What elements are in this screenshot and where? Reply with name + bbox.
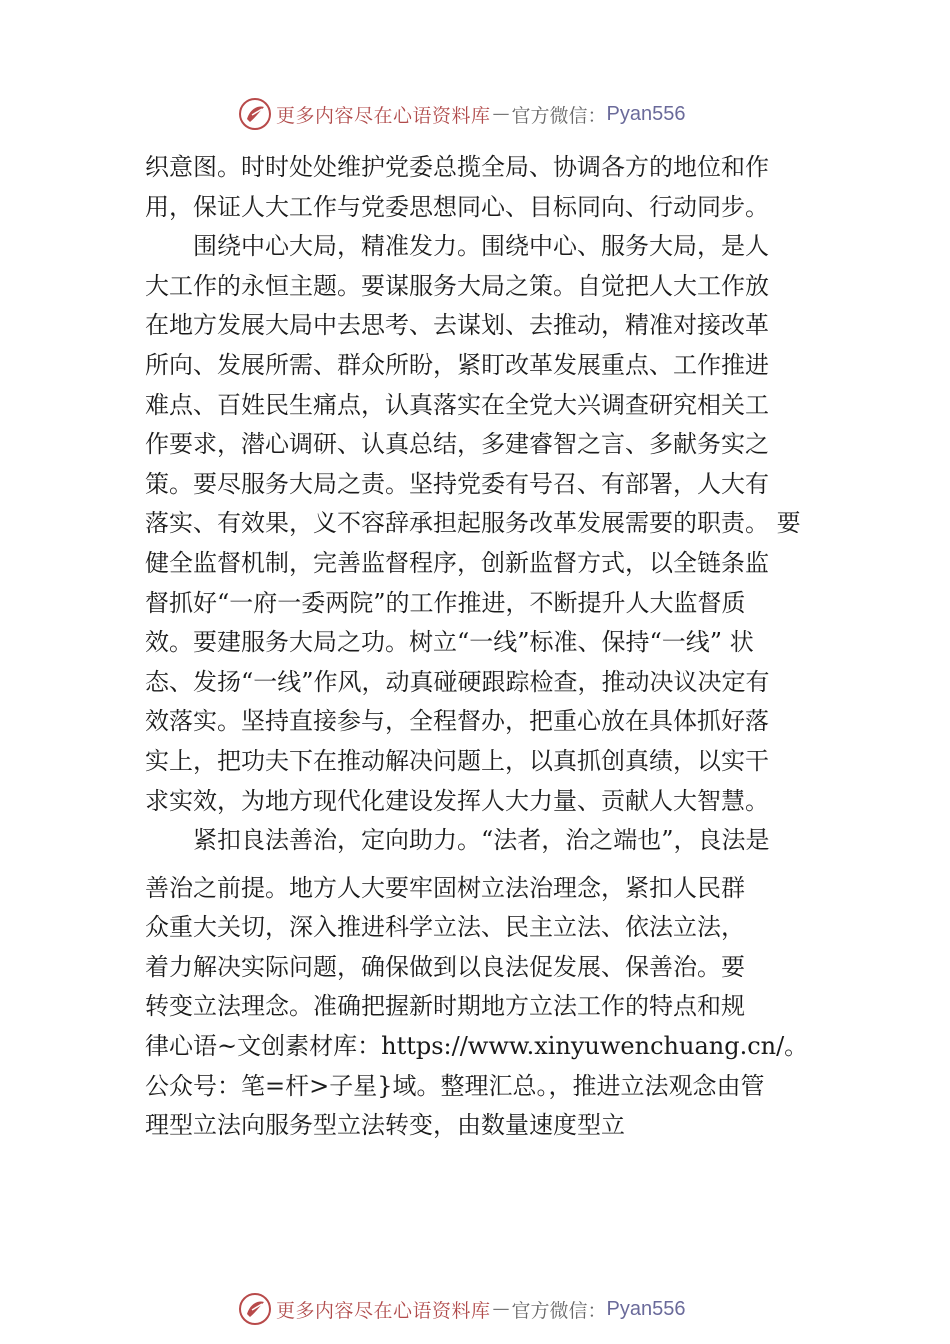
text-line: 效。要建服务大局之功。树立“一线”标准、保持“一线” 状 bbox=[145, 628, 754, 657]
document-body bbox=[145, 148, 825, 1146]
text-line: 公众号：笔=杆>子星}域。整理汇总。，推进立法观念由管 bbox=[145, 1071, 765, 1100]
brand-logo-icon bbox=[238, 1292, 272, 1326]
header-text: 更多内容尽在心语资料库 bbox=[276, 104, 491, 127]
paragraph-start-line: 紧扣良法善治，定向助力。“法者，治之端也”，良法是 bbox=[193, 826, 770, 855]
text-line: 理型立法向服务型立法转变，由数量速度型立 bbox=[145, 1111, 625, 1140]
brand-logo-icon bbox=[238, 97, 272, 131]
paragraph-start-line: 围绕中心大局，精准发力。围绕中心、服务大局，是人 bbox=[193, 232, 769, 261]
text-line: 作要求，潜心调研、认真总结，多建睿智之言、多献务实之 bbox=[145, 430, 769, 459]
text-line: 用，保证人大工作与党委思想同心、目标同向、行动同步。 bbox=[145, 192, 769, 221]
text-line: 转变立法理念。准确把握新时期地方立法工作的特点和规 bbox=[145, 992, 745, 1021]
text-line: 落实、有效果，义不容辞承担起服务改革发展需要的职责。 要 bbox=[145, 509, 801, 538]
footer-text: 更多内容尽在心语资料库 bbox=[276, 1299, 491, 1322]
text-line: 健全监督机制，完善监督程序，创新监督方式，以全链条监 bbox=[145, 548, 769, 577]
footer-separator: — bbox=[492, 1299, 510, 1319]
text-line: 督抓好“一府一委两院”的工作推进，不断提升人大监督质 bbox=[145, 588, 746, 617]
header-banner bbox=[238, 97, 738, 131]
text-line: 效落实。坚持直接参与，全程督办，把重心放在具体抓好落 bbox=[145, 707, 769, 736]
text-line: 策。要尽服务大局之责。坚持党委有号召、有部署，人大有 bbox=[145, 469, 769, 498]
footer-banner bbox=[238, 1292, 738, 1326]
text-line: 所向、发展所需、群众所盼，紧盯改革发展重点、工作推进 bbox=[145, 350, 769, 379]
text-line: 众重大关切，深入推进科学立法、民主立法、依法立法， bbox=[145, 913, 745, 942]
text-line: 态、发扬“一线”作风，动真碰硬跟踪检查，推动决议决定有 bbox=[145, 667, 770, 696]
text-line: 求实效，为地方现代化建设发挥人大力量、贡献人大智慧。 bbox=[145, 786, 769, 815]
text-line: 织意图。时时处处维护党委总揽全局、协调各方的地位和作 bbox=[145, 153, 769, 181]
line-gap bbox=[145, 861, 825, 869]
footer-wechat-label: 官方微信： bbox=[511, 1299, 607, 1322]
text-line: 实上，把功夫下在推动解决问题上，以真抓创真绩，以实干 bbox=[145, 746, 769, 775]
text-line: 着力解决实际问题，确保做到以良法促发展、保善治。要 bbox=[145, 952, 745, 981]
text-line: 在地方发展大局中去思考、去谋划、去推动，精准对接改革 bbox=[145, 311, 769, 340]
footer-wechat-id: Pyan556 bbox=[606, 1297, 686, 1320]
text-line: 难点、百姓民生痛点，认真落实在全党大兴调查研究相关工 bbox=[145, 390, 769, 419]
text-line: 善治之前提。地方人大要牢固树立法治理念，紧扣人民群 bbox=[145, 873, 745, 902]
text-line: 律心语~文创素材库：https://www.xinyuwenchuang.cn/。 bbox=[145, 1032, 809, 1061]
text-line: 大工作的永恒主题。要谋服务大局之策。自觉把人大工作放 bbox=[145, 271, 769, 300]
header-separator: — bbox=[492, 104, 510, 124]
header-wechat-label: 官方微信： bbox=[511, 104, 607, 127]
header-wechat-id: Pyan556 bbox=[606, 102, 686, 125]
